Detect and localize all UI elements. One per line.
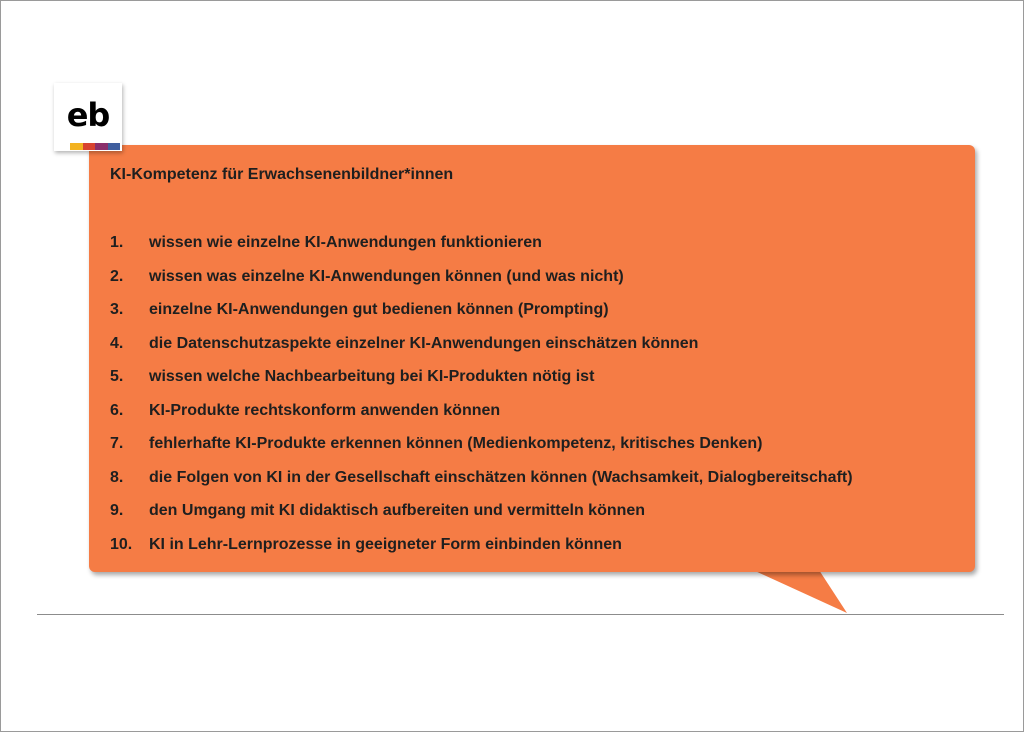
list-item-text: wissen was einzelne KI-Anwendungen können (und was nicht) bbox=[149, 267, 624, 285]
logo-stripes bbox=[70, 143, 120, 150]
list-item-text: einzelne KI-Anwendungen gut bedienen können (Prompting) bbox=[149, 301, 609, 318]
list-item bbox=[110, 266, 970, 288]
list-item-number: 5. bbox=[110, 368, 124, 385]
list-item-text: KI in Lehr-Lernprozesse in geeigneter Form einbinden können bbox=[149, 535, 622, 553]
logo-stripe-blue bbox=[108, 143, 121, 150]
list-item-number: 7. bbox=[110, 435, 124, 452]
list-item bbox=[110, 333, 970, 355]
list-item-text: KI-Produkte rechtskonform anwenden können bbox=[149, 401, 501, 419]
logo-stripe-purple bbox=[95, 143, 108, 150]
list-item-text: den Umgang mit KI didaktisch aufbereiten und vermitteln können bbox=[149, 502, 646, 519]
list-item-text: fehlerhafte KI-Produkte erkennen können (Medienkompetenz, kritisches Denken) bbox=[149, 435, 763, 452]
list-item bbox=[110, 433, 970, 455]
list-item-text: wissen wie einzelne KI-Anwendungen funktionieren bbox=[149, 234, 542, 251]
list-item-number: 2. bbox=[110, 267, 124, 285]
competency-list bbox=[110, 232, 970, 556]
footer-divider bbox=[37, 614, 1004, 615]
logo-stripe-red bbox=[83, 143, 96, 150]
logo-stripe-yellow bbox=[70, 143, 83, 150]
list-item-text: die Datenschutzaspekte einzelner KI-Anwendungen einschätzen können bbox=[149, 334, 699, 352]
list-item bbox=[110, 400, 970, 422]
list-item-text: wissen welche Nachbearbeitung bei KI-Produkten nötig ist bbox=[149, 368, 595, 385]
list-item-number: 8. bbox=[110, 468, 124, 486]
eb-logo bbox=[54, 83, 122, 151]
list-item-number: 9. bbox=[110, 502, 124, 519]
list-item-number: 10. bbox=[110, 535, 133, 553]
logo-text: eb bbox=[66, 96, 110, 134]
list-item bbox=[110, 366, 970, 388]
slide-title: KI-Kompetenz für Erwachsenenbildner*innen bbox=[110, 166, 454, 183]
list-item-number: 4. bbox=[110, 334, 124, 352]
list-item bbox=[110, 299, 970, 321]
list-item bbox=[110, 534, 970, 556]
list-item bbox=[110, 500, 970, 522]
list-item bbox=[110, 467, 970, 489]
speech-bubble-tail-shape bbox=[753, 570, 847, 613]
list-item-number: 1. bbox=[110, 234, 124, 251]
list-item-number: 3. bbox=[110, 301, 124, 318]
list-item-number: 6. bbox=[110, 401, 124, 419]
list-item bbox=[110, 232, 970, 254]
list-item-text: die Folgen von KI in der Gesellschaft einschätzen können (Wachsamkeit, Dialogbereitschaft) bbox=[149, 468, 853, 486]
bubble-content bbox=[110, 165, 970, 567]
